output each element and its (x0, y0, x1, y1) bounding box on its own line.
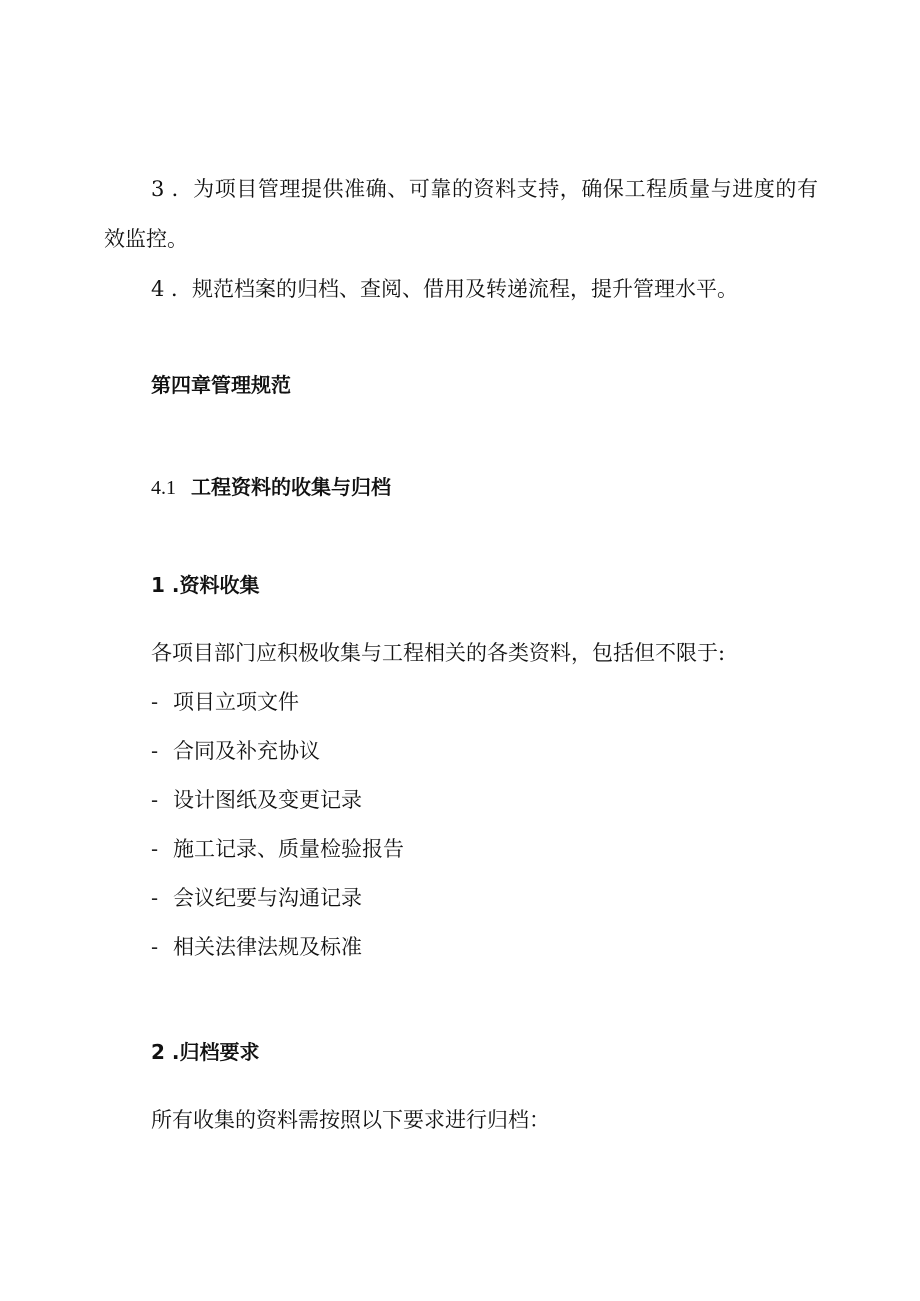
section-title: 工程资料的收集与归档 (190, 475, 391, 499)
bullet-marker: - (151, 788, 159, 812)
bullet-text: 项目立项文件 (173, 690, 299, 714)
section-number: 4.1 (151, 477, 176, 499)
bullet-marker: - (151, 935, 159, 959)
bullet-item (151, 883, 362, 913)
bullet-text: 施工记录、质量检验报告 (173, 837, 404, 861)
bullet-text: 相关法律法规及标准 (173, 935, 362, 959)
bullet-text: 合同及补充协议 (173, 739, 320, 763)
bullet-marker: - (151, 690, 159, 714)
section-heading (151, 472, 391, 503)
list-item-4: 4 ．规范档案的归档、查阅、借用及转递流程，提升管理水平。 (151, 277, 739, 301)
bullet-item (151, 785, 362, 815)
subsection-2-intro: 所有收集的资料需按照以下要求进行归档： (151, 1108, 550, 1132)
bullet-item (151, 932, 362, 962)
bullet-marker: - (151, 886, 159, 910)
bullet-item (151, 834, 404, 864)
subsection-1-title: 1 .资料收集 (151, 573, 260, 597)
list-item-3: 3 ．为项目管理提供准确、可靠的资料支持，确保工程质量与进度的有效监控。 (104, 177, 818, 251)
bullet-item (151, 736, 320, 766)
bullet-marker: - (151, 837, 159, 861)
subsection-1-intro: 各项目部门应积极收集与工程相关的各类资料，包括但不限于: (151, 641, 726, 665)
chapter-title: 第四章管理规范 (151, 373, 291, 397)
subsection-2-title: 2 .归档要求 (151, 1040, 260, 1064)
bullet-text: 会议纪要与沟通记录 (173, 886, 362, 910)
bullet-marker: - (151, 739, 159, 763)
bullet-text: 设计图纸及变更记录 (173, 788, 362, 812)
bullet-item (151, 687, 299, 717)
